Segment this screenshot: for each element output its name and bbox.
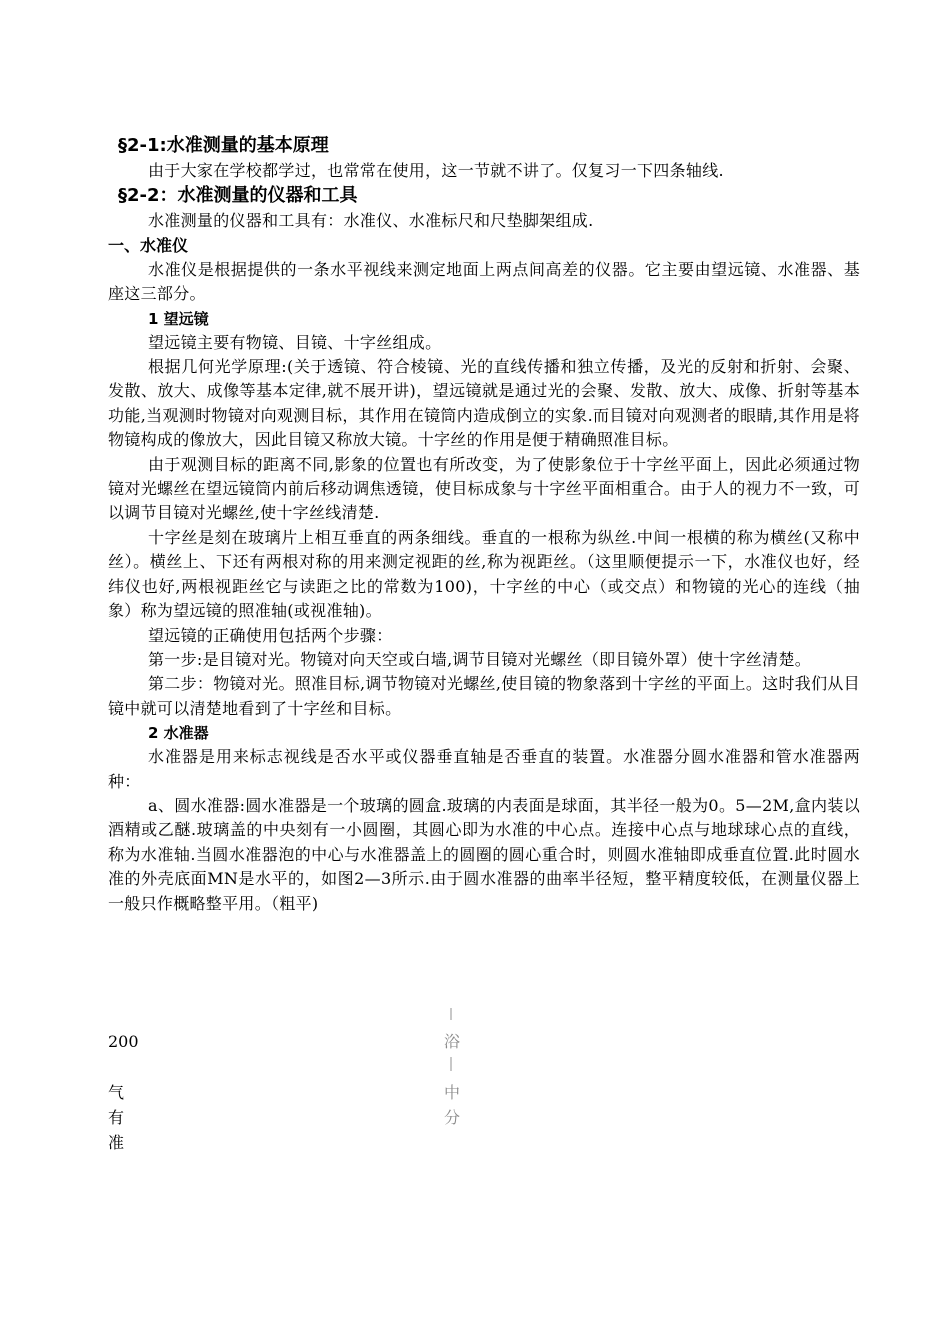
part-heading-level: 一、水准仪 [108,235,189,255]
telescope-paragraph: 望远镜的正确使用包括两个步骤： [148,625,393,645]
telescope-paragraph: 十字丝是刻在玻璃片上相互垂直的两条细线。垂直的一根称为纵丝.中间一根横的称为横丝(又称中丝）。横丝上、下还有两根对称的用来测定视距的丝,称为视距丝。（这里顺便提示一下，水准仪也好，经纬仪也好,两根视距丝它与读距之比的常数为100)，十字丝的中心（或交点）和物镜的光心的连线（抽象）称为望远镜的照准轴(或视准轴)。 [108,527,860,621]
clipped-text-fragment: 气 [108,1083,125,1102]
telescope-paragraph: 由于观测目标的距离不同,影象的位置也有所改变，为了使影象位于十字丝平面上，因此必须通过物镜对光螺丝在望远镜筒内前后移动调焦透镜，使目标成象与十字丝平面相重合。由于人的视力不一致，可以调节目镜对光螺丝,使十字丝线清楚. [108,454,860,523]
clipped-text-fragment: 浴 [444,1032,461,1051]
clipped-text-fragment: 中 [444,1083,461,1102]
subheading-telescope: 1 望远镜 [148,309,209,328]
telescope-paragraph: 望远镜主要有物镜、目镜、十字丝组成。 [148,332,442,352]
section-2-1-paragraph: 由于大家在学校都学过，也常常在使用，这一节就不讲了。仅复习一下四条轴线. [148,161,724,180]
section-2-2-paragraph: 水准测量的仪器和工具有：水准仪、水准标尺和尺垫脚架组成. [148,211,594,231]
clipped-text-fragment: 有 [108,1108,125,1127]
divider-mark [450,1057,452,1071]
telescope-paragraph: 根据几何光学原理:(关于透镜、符合棱镜、光的直线传播和独立传播，及光的反射和折射、会聚、发散、放大、成像等基本定律,就不展开讲)，望远镜就是通过光的会聚、发散、放大、成像、折射等基本功能,当观测时物镜对向观测目标，其作用在镜筒内造成倒立的实象.而目镜对向观测者的眼睛,其作用是将物镜构成的像放大，因此目镜又称放大镜。十字丝的作用是便于精确照准目标。 [108,357,860,450]
section-heading-2-1: §2-1:水准测量的基本原理 [118,135,329,156]
level-vial-paragraph: 水准器是用来标志视线是否水平或仪器垂直轴是否垂直的装置。水准器分圆水准器和管水准器两种： [108,747,860,791]
clipped-text-fragment: 准 [108,1133,125,1152]
telescope-paragraph: 第一步:是目镜对光。物镜对向天空或白墙,调节目镜对光螺丝（即目镜外罩）使十字丝清楚。 [148,649,812,669]
divider-mark [450,1008,452,1020]
level-intro-paragraph: 水准仪是根据提供的一条水平视线来测定地面上两点间高差的仪器。它主要由望远镜、水准器、基座这三部分。 [108,259,860,304]
section-heading-2-2: §2-2：水准测量的仪器和工具 [118,185,358,207]
subheading-level-vial: 2 水准器 [148,724,209,743]
telescope-paragraph: 第二步：物镜对光。照准目标,调节物镜对光螺丝,使目镜的物象落到十字丝的平面上。这时我们从目镜中就可以清楚地看到了十字丝和目标。 [108,674,860,718]
clipped-text-fragment: 200 [108,1032,139,1051]
level-vial-paragraph: a、圆水准器:圆水准器是一个玻璃的圆盒.玻璃的内表面是球面，其半径一般为0。5—2M,盒内装以酒精或乙醚.玻璃盖的中央刻有一小圆圈，其圆心即为水准的中心点。连接中心点与地球球心点的直线，称为水准轴.当圆水准器泡的中心与水准器盖上的圆圈的圆心重合时，则圆水准轴即成垂直位置.此时圆水准的外壳底面MN是水平的，如图2—3所示.由于圆水准器的曲率半径短，整平精度较低，在测量仪器上一般只作概略整平用。（粗平) [108,795,860,913]
document-body [108,133,860,916]
clipped-text-fragment: 分 [444,1108,461,1127]
